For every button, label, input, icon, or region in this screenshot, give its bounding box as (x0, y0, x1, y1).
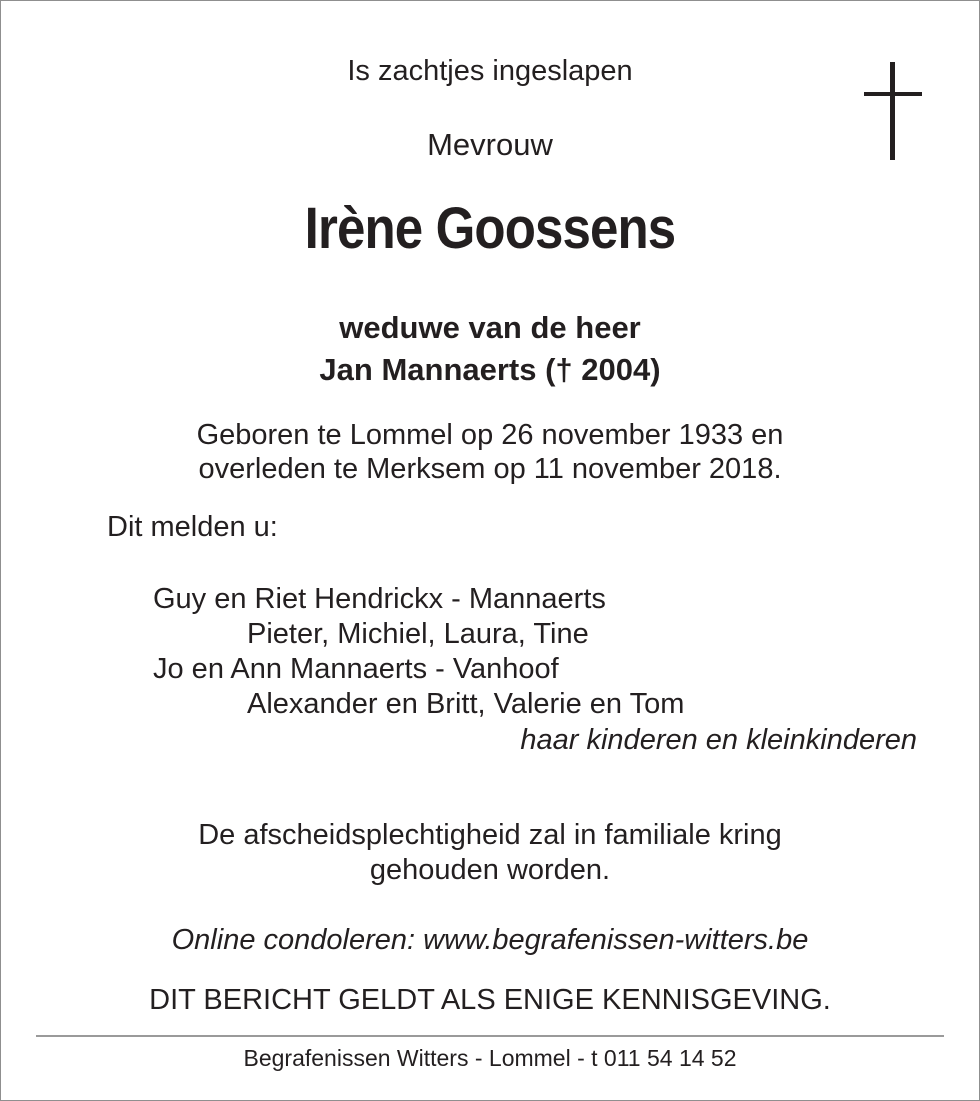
family-line: Pieter, Michiel, Laura, Tine (247, 618, 589, 650)
family-caption: haar kinderen en kleinkinderen (520, 724, 917, 756)
condolence-text: Online condoleren: www.begrafenissen-witters.be (171, 924, 809, 956)
intro-text: Is zachtjes ingeslapen (347, 55, 633, 87)
ceremony-line-1: De afscheidsplechtigheid zal in familiale kring (198, 819, 782, 851)
family-line: Guy en Riet Hendrickx - Mannaerts (153, 583, 606, 615)
ceremony-line-2: gehouden worden. (369, 854, 611, 886)
footer-divider (36, 1035, 944, 1037)
funeral-home-footer: Begrafenissen Witters - Lommel - t 011 54 14 52 (243, 1045, 737, 1071)
only-notice-text: DIT BERICHT GELDT ALS ENIGE KENNISGEVING. (149, 984, 831, 1016)
announce-text: Dit melden u: (107, 511, 278, 543)
honorific: Mevrouw (427, 127, 553, 162)
family-line: Jo en Ann Mannaerts - Vanhoof (153, 653, 559, 685)
widow-line-1: weduwe van de heer (339, 310, 641, 345)
family-line: Alexander en Britt, Valerie en Tom (247, 688, 685, 720)
widow-line-2: Jan Mannaerts († 2004) (319, 352, 661, 387)
death-line: overleden te Merksem op 11 november 2018. (198, 453, 782, 485)
birth-line: Geboren te Lommel op 26 november 1933 en (196, 419, 784, 451)
deceased-name: Irène Goossens (304, 196, 676, 261)
